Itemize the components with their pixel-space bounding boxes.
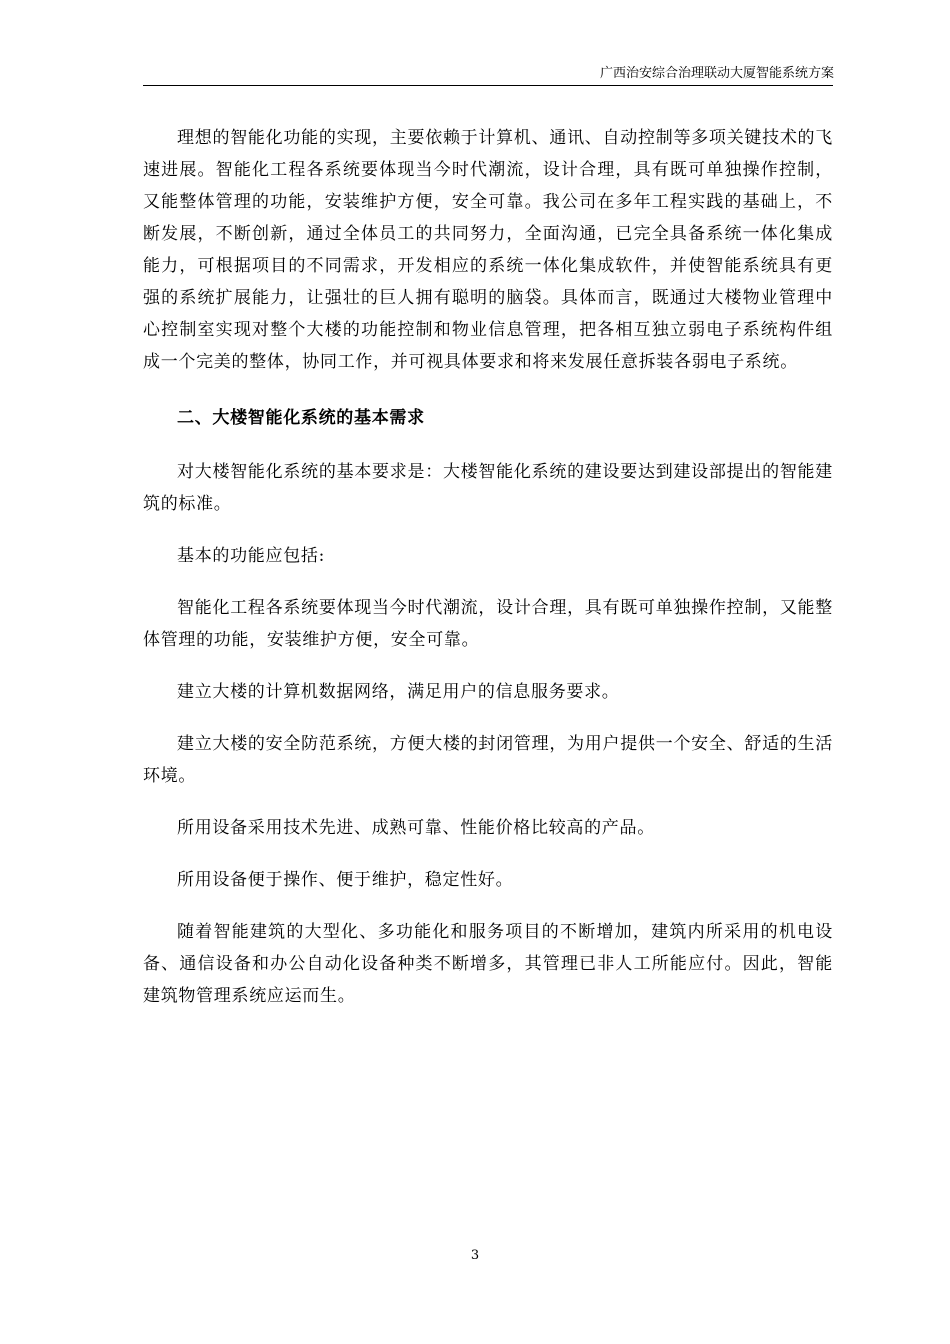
paragraph-basic-requirement: 对大楼智能化系统的基本要求是：大楼智能化系统的建设要达到建设部提出的智能建筑的标准。 bbox=[143, 462, 833, 514]
running-header-title: 广西治安综合治理联动大厦智能系统方案 bbox=[599, 66, 834, 81]
paragraph-system-design: 智能化工程各系统要体现当今时代潮流，设计合理，具有既可单独操作控制，又能整体管理的功能，安装维护方便，安全可靠。 bbox=[143, 598, 833, 650]
page-body bbox=[143, 122, 833, 1012]
intro-paragraph: 理想的智能化功能的实现，主要依赖于计算机、通讯、自动控制等多项关键技术的飞速进展。智能化工程各系统要体现当今时代潮流，设计合理，具有既可单独操作控制，又能整体管理的功能，安装维护方便，安全可靠。我公司在多年工程实践的基础上，不断发展，不断创新，通过全体员工的共同努力，全面沟通，已完全具备系统一体化集成能力，可根据项目的不同需求，开发相应的系统一体化集成软件，并使智能系统具有更强的系统扩展能力，让强壮的巨人拥有聪明的脑袋。具体而言，既通过大楼物业管理中心控制室实现对整个大楼的功能控制和物业信息管理，把各相互独立弱电子系统构件组成一个完美的整体，协同工作，并可视具体要求和将来发展任意拆装各弱电子系统。 bbox=[143, 128, 833, 372]
paragraph-data-network: 建立大楼的计算机数据网络，满足用户的信息服务要求。 bbox=[177, 682, 620, 702]
section-heading: 二、大楼智能化系统的基本需求 bbox=[177, 408, 425, 428]
paragraph-building-management: 随着智能建筑的大型化、多功能化和服务项目的不断增加，建筑内所采用的机电设备、通信设备和办公自动化设备种类不断增多，其管理已非人工所能应付。因此，智能建筑物管理系统应运而生。 bbox=[143, 922, 833, 1006]
header-divider bbox=[143, 85, 833, 86]
paragraph-security-system: 建立大楼的安全防范系统，方便大楼的封闭管理，为用户提供一个安全、舒适的生活环境。 bbox=[143, 734, 833, 786]
page-number: 3 bbox=[470, 1248, 480, 1263]
paragraph-basic-functions-intro: 基本的功能应包括: bbox=[177, 546, 326, 566]
paragraph-easy-maintenance: 所用设备便于操作、便于维护，稳定性好。 bbox=[177, 870, 514, 890]
paragraph-advanced-equipment: 所用设备采用技术先进、成熟可靠、性能价格比较高的产品。 bbox=[177, 818, 655, 838]
